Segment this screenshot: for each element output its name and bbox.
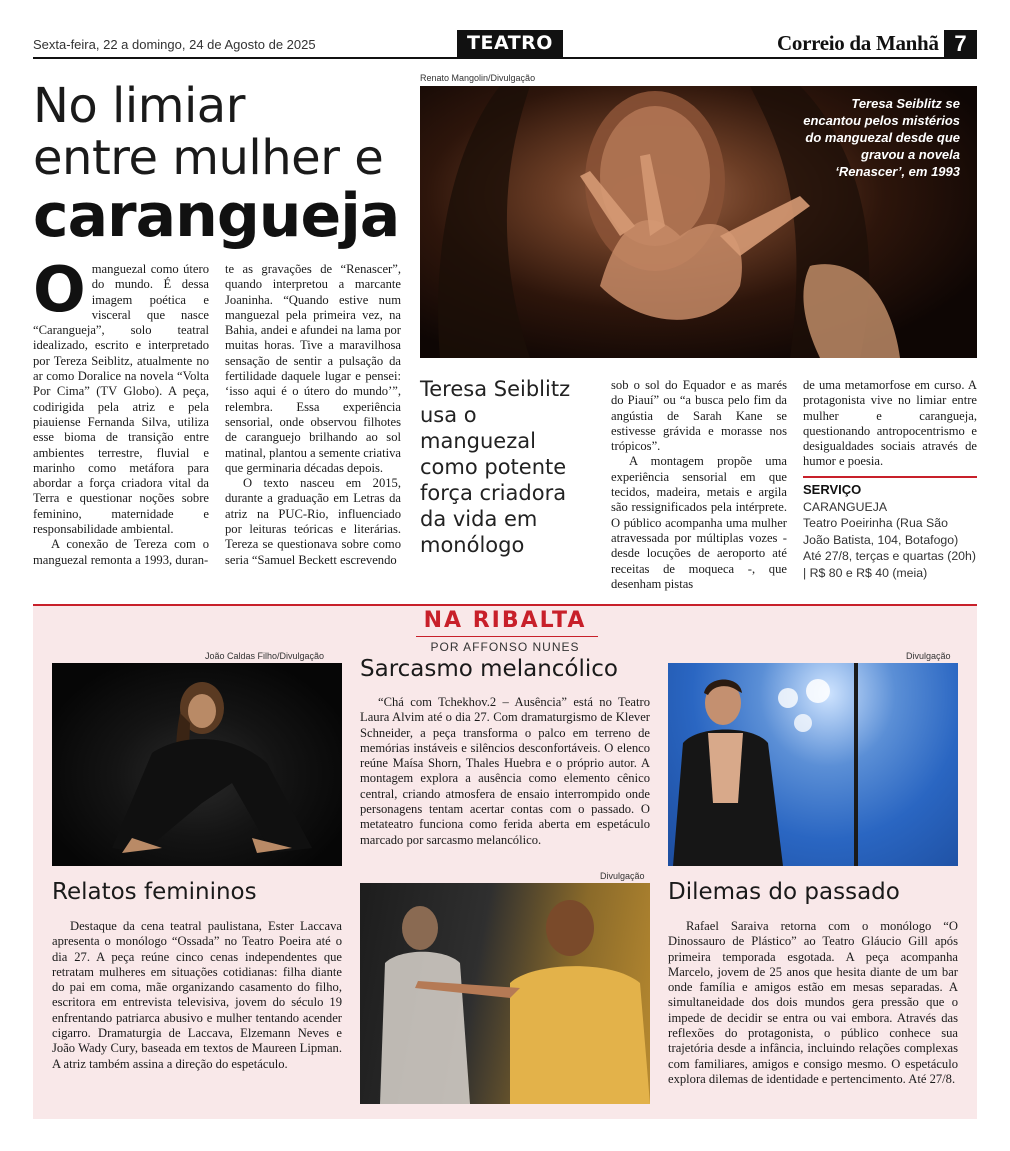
paragraph: te as gravações de “Renascer”, quando interpretou a marcante Joaninha. “Quando estive num manguezal pela primeira vez, na Bahia, andei e afundei na lama por muitas horas. Tive a maravilhosa sensação de sentir a pulsação da fertilidade daquele lugar e pensei: ‘isso aqui é o útero do mundo’”, relembra. Essa experiência sensorial, onde observou filhotes de caranguejo brilhando ao sol matinal, plantou a semente criativa que germinaria décadas depois. bbox=[225, 262, 401, 475]
pull-quote: Teresa Seiblitz usa o manguezal como potente força criadora da vida em monólogo bbox=[420, 377, 571, 557]
headline-line-2: entre mulher e bbox=[33, 130, 384, 186]
article-headline bbox=[33, 78, 408, 251]
paragraph: A montagem propõe uma experiência sensorial em que tecidos, madeira, metais e argila são ressignificados pela intérprete. O público acompanha uma mulher atravessada por múltiplas vozes - desde locuções de aeroporto até receitas de moqueca -, que desenham pistas bbox=[611, 454, 787, 591]
story3-photo-credit: Divulgação bbox=[906, 651, 951, 661]
article-column-4 bbox=[803, 378, 977, 470]
story3-photo[interactable] bbox=[668, 663, 958, 866]
service-price: | R$ 80 e R$ 40 (meia) bbox=[803, 565, 928, 580]
paragraph: Rafael Saraiva retorna com o monólogo “O Dinossauro de Plástico” ao Teatro Gláucio Gill após primeira temporada esgotada. A peça acompanha Marcelo, jovem de 25 anos que hesita diante de um bar onde família e amigos estão em mesas separadas. A simultaneidade dos dois mundos gera pressão que o impede de decidir se entra ou vai embora. Através das reflexões do protagonista, o público conhece sua trajetória desde a infância, incluindo relações complexas com familiares, amigos e consigo mesmo. O espetáculo explora dilemas de identidade e pertencimento. Até 27/8. bbox=[668, 919, 958, 1086]
paragraph: sob o sol do Equador e as marés do Piauí” ou “a busca pelo fim da angústia de Sarah Kane se estivesse grávida e morasse nos trópicos”. bbox=[611, 378, 787, 454]
paragraph: “Chá com Tchekhov.2 – Ausência” está no Teatro Laura Alvim até o dia 27. Com dramaturgismo de Klever Schneider, a peça transforma o palco em terreno de memórias instáveis e silêncios desconfortáveis. O elenco reúne Maísa Shorn, Thales Huebra e o próprio autor. A montagem explora a ausência como elemento cênico central, criando atmosfera de ensaio interrompido onde personagens tentam acertar contas com o passado. O metateatro funciona como ferida aberta em espetáculo marcado por sarcasmo melancólico. bbox=[360, 695, 650, 847]
article-column-1 bbox=[33, 253, 209, 568]
service-venue: Teatro Poeirinha (Rua São João Batista, 104, Botafogo) bbox=[803, 516, 959, 547]
service-dates: Até 27/8, terças e quartas (20h) bbox=[803, 549, 976, 563]
story2-photo-credit: Divulgação bbox=[600, 871, 645, 881]
photo-ester-laccava-icon bbox=[52, 663, 342, 866]
header-rule bbox=[33, 57, 977, 59]
drop-cap: O bbox=[33, 253, 86, 326]
service-box bbox=[803, 482, 977, 581]
service-heading: SERVIÇO bbox=[803, 482, 862, 497]
headline-line-1: No limiar bbox=[33, 78, 245, 134]
photo-rafael-saraiva-icon bbox=[668, 663, 958, 866]
story1-headline: Relatos femininos bbox=[52, 879, 257, 905]
paragraph: A conexão de Tereza com o manguezal remonta a 1993, duran- bbox=[33, 537, 209, 567]
issue-date: Sexta-feira, 22 a domingo, 24 de Agosto de 2025 bbox=[33, 37, 316, 52]
main-photo-credit: Renato Mangolin/Divulgação bbox=[420, 73, 536, 83]
service-rule bbox=[803, 476, 977, 478]
main-photo-caption: Teresa Seiblitz se encantou pelos mistérios do manguezal desde que gravou a novela ‘Renascer’, em 1993 bbox=[803, 96, 960, 179]
photo-cha-com-tchekhov-icon bbox=[360, 883, 650, 1104]
story2-body bbox=[360, 695, 650, 848]
na-ribalta-title: NA RIBALTA bbox=[423, 608, 587, 633]
paragraph: manguezal como útero do mundo. É dessa imagem poética e visceral que nasce “Carangueja”, solo teatral idealizado, escrito e interpretado por Tereza Seiblitz, atualmente no ar como Doralice na novela “Volta Por Cima” (TV Globo). A peça, codirigida pela atriz e pela piauiense Fernanda Silva, utiliza esse bioma de transição entre ambientes terrestre, fluvial e marinho como metáfora para abordar a força criadora vital da Terra e questionar noções sobre feminino, maternidade e responsabilidade ambiental. bbox=[33, 262, 209, 537]
story1-body bbox=[52, 919, 342, 1072]
section-label[interactable]: TEATRO bbox=[457, 30, 563, 57]
story1-photo-credit: João Caldas Filho/Divulgação bbox=[205, 651, 325, 661]
paragraph: de uma metamorfose em curso. A protagonista vive no limiar entre mulher e carangueja, questionando antropocentrismo e desigualdades sociais através de humor e poesia. bbox=[803, 378, 977, 469]
na-ribalta-rule bbox=[416, 636, 598, 637]
newspaper-masthead[interactable]: Correio da Manhã bbox=[777, 31, 939, 55]
headline-line-3: carangueja bbox=[33, 181, 400, 251]
paragraph: Destaque da cena teatral paulistana, Ester Laccava apresenta o monólogo “Ossada” no Teatro Poeira até o dia 27. A peça reúne cinco cenas independentes que retratam mulheres em situações cotidianas: filha diante do pai em coma, mãe organizando casamento do filho, escritora em entrevista televisiva, jovem do século 19 enfrentando patriarca abusivo e mulher tentando acender cigarro. Dramaturgia de Laccava, Elzemann Neves e João Wady Cury, baseada em textos de Maureen Lipman. A atriz também assina a direção do espetáculo. bbox=[52, 919, 342, 1071]
na-ribalta-byline: POR AFFONSO NUNES bbox=[430, 640, 580, 654]
article-column-2 bbox=[225, 262, 401, 568]
story3-headline: Dilemas do passado bbox=[668, 879, 900, 905]
story2-photo[interactable] bbox=[360, 883, 650, 1104]
article-column-3 bbox=[611, 378, 787, 592]
page-number: 7 bbox=[944, 30, 977, 58]
story2-headline: Sarcasmo melancólico bbox=[360, 656, 618, 682]
service-title: CARANGUEJA bbox=[803, 499, 888, 514]
paragraph: O texto nasceu em 2015, durante a graduação em Letras da atriz na PUC-Rio, influenciado por leituras teóricas e literárias. Tereza se questionava sobre como seria “Samuel Beckett escrevendo bbox=[225, 476, 401, 567]
story1-photo[interactable] bbox=[52, 663, 342, 866]
story3-body bbox=[668, 919, 958, 1087]
